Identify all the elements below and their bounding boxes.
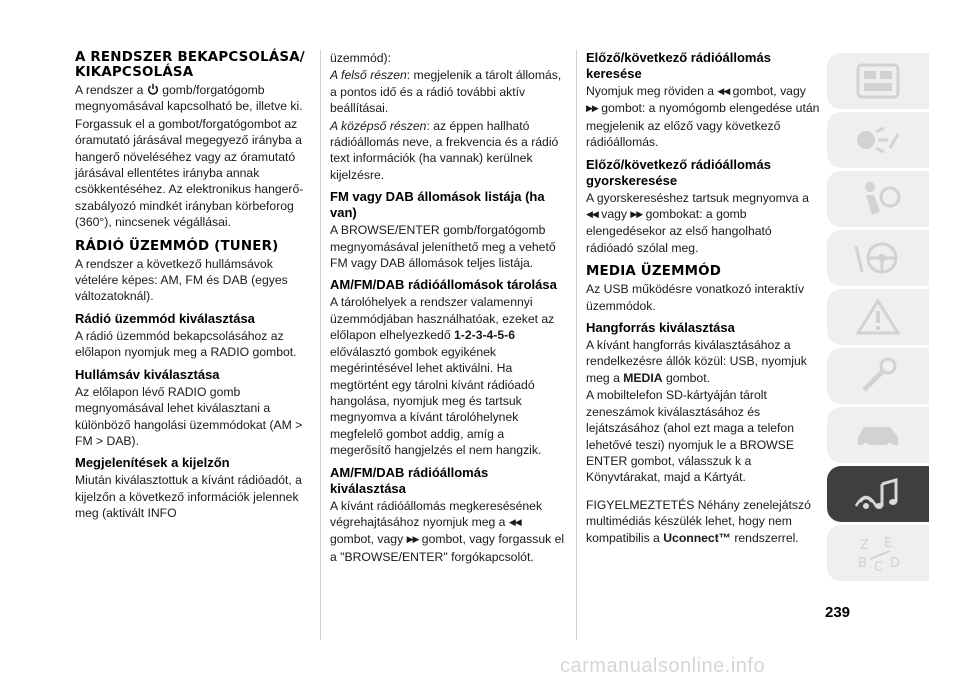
warning-text-d: rendszerrel. bbox=[734, 530, 799, 545]
paragraph-store bbox=[330, 294, 565, 458]
uconnect-label: Uconnect™ bbox=[663, 530, 731, 545]
page-number: 239 bbox=[825, 604, 851, 621]
paragraph-source bbox=[586, 337, 821, 386]
fast-text-c: gombokat: a gomb elengedésekor az első hangolható rádióadó szólal meg. bbox=[586, 207, 772, 255]
search-text-a: Nyomjuk meg röviden a bbox=[586, 84, 715, 98]
heading-station-select: AM/FM/DAB rádióállomás kiválasztása bbox=[330, 464, 489, 496]
tab-vehicle[interactable] bbox=[827, 112, 929, 168]
paragraph-band-select: Az előlapon lévő RADIO gomb megnyomásával lehet kiválasztani a különböző hangolási üzemmódokat (AM > FM > DAB). bbox=[75, 384, 303, 448]
index-icon bbox=[850, 531, 906, 575]
next-icon: ▶▶ bbox=[406, 534, 419, 545]
warning-label: FIGYELMEZTETÉS bbox=[586, 497, 695, 512]
paragraph-middle bbox=[330, 118, 565, 184]
column-3 bbox=[586, 50, 821, 547]
paragraph-search bbox=[586, 83, 821, 151]
heading-station-list: FM vagy DAB állomások listája (ha van) bbox=[330, 189, 545, 221]
paragraph-station-list: A BROWSE/ENTER gomb/forgatógomb megnyomásával jeleníthető meg a vehető FM vagy DAB állomások teljes listája. bbox=[330, 223, 556, 271]
car-lift-icon bbox=[850, 413, 906, 457]
power-icon bbox=[147, 83, 159, 95]
tab-safety[interactable] bbox=[827, 171, 929, 227]
tab-starting[interactable] bbox=[827, 230, 929, 286]
svg-text:Z: Z bbox=[860, 538, 869, 553]
heading-store: AM/FM/DAB rádióállomások tárolása bbox=[330, 277, 557, 293]
tab-maintenance[interactable] bbox=[827, 407, 929, 463]
svg-text:C: C bbox=[874, 560, 884, 575]
paragraph-sd-card: A mobiltelefon SD-kártyáján tárolt zeneszámok kiválasztásához és lejátszásához (ahol ezt maga a telefon lehetővé teszi) nyomjuk le a BROWSE ENTER gombot, válasszuk k a Könyvtárakat, majd a Kártyát. bbox=[586, 388, 794, 485]
fast-text-a: A gyorskereséshez tartsuk megnyomva a bbox=[586, 190, 809, 205]
heading-radio-select: Rádió üzemmód kiválasztása bbox=[75, 310, 255, 326]
warning-text-b: Néhány zenelejátszó multimédiás készülék lehet, hogy nem kompatibilis a bbox=[586, 497, 811, 545]
media-button-label: MEDIA bbox=[623, 370, 663, 385]
paragraph-fast-search bbox=[586, 190, 821, 257]
paragraph-mode-cont: üzemmód): bbox=[330, 51, 391, 65]
upper-text: : megjelenik a tárolt állomás, a pontos idő és a rádió további aktív beállításai. bbox=[330, 68, 562, 116]
svg-text:E: E bbox=[884, 536, 893, 551]
next-icon: ▶▶ bbox=[586, 103, 598, 114]
preset-numbers: 1-2-3-4-5-6 bbox=[454, 328, 515, 343]
upper-label: A felső részen bbox=[330, 68, 407, 83]
search-text-b: gombot, vagy bbox=[732, 84, 806, 98]
middle-label: A középső részen bbox=[330, 118, 427, 133]
select-text-b: gombot, vagy bbox=[330, 532, 404, 547]
svg-text:D: D bbox=[890, 556, 901, 571]
paragraph-power bbox=[75, 82, 315, 115]
paragraph-station-select bbox=[330, 498, 565, 566]
chapter-tabs bbox=[827, 53, 933, 584]
tab-warnings[interactable] bbox=[827, 289, 929, 345]
column-1 bbox=[75, 50, 315, 523]
heading-media-mode: MEDIA ÜZEMMÓD bbox=[586, 264, 722, 280]
paragraph-media: Az USB működésre vonatkozó interaktív üzemmódok. bbox=[586, 282, 805, 313]
search-text-c: gombot: a nyomógomb elengedése után megjelenik az előző vagy következő rádióállomás. bbox=[586, 101, 820, 150]
select-text-c: gombot, vagy forgassuk el a "BROWSE/ENTER" forgókapcsolót. bbox=[330, 532, 565, 564]
paragraph-volume: Forgassuk el a gombot/forgatógombot az óramutató járásával megegyező irányba a hangerő növeléséhez vagy az óramutató járásával ellentétes irányba annak csökkentéséhez. Az elektronikus hangerő-szabályozó mindkét irányban körbeforog (360°), nincsenek végállásai. bbox=[75, 116, 304, 230]
heading-fast-search: Előző/következő rádióállomás gyorskeresése bbox=[586, 156, 771, 188]
source-text-c: gombot. bbox=[665, 370, 710, 385]
tab-index[interactable] bbox=[827, 525, 929, 581]
paragraph-display: Miután kiválasztottuk a kívánt rádióadót, a kijelzőn a következő információk jelennek meg (aktivált INFO bbox=[75, 473, 302, 521]
column-divider-1 bbox=[320, 50, 321, 640]
power-text-a: A rendszer a bbox=[75, 83, 144, 97]
wrench-icon bbox=[850, 354, 906, 398]
paragraph-upper bbox=[330, 67, 565, 116]
multimedia-icon bbox=[850, 472, 906, 516]
paragraph-warning bbox=[586, 497, 821, 546]
store-text-a: A tárolóhelyek a rendszer valamennyi üzemmódjában használhatóak, ezeket az előlapon elhelyezkedő bbox=[330, 295, 555, 343]
heading-search: Előző/következő rádióállomás keresése bbox=[586, 50, 771, 81]
middle-text: : az éppen hallható rádióállomás neve, a frekvencia és a rádió text információk (ha vannak) kerülnek kijelzésre. bbox=[330, 118, 559, 182]
select-text-a: A kívánt rádióállomás megkeresésének végrehajtásához nyomjuk meg a bbox=[330, 498, 543, 529]
steering-wheel-icon bbox=[850, 236, 906, 280]
paragraph-radio-select: A rádió üzemmód bekapcsolásához az előlapon nyomjuk meg a RADIO gombot. bbox=[75, 328, 297, 360]
power-text-b: gomb/forgatógomb megnyomásával kapcsolható be, illetve ki. bbox=[75, 83, 303, 114]
tab-multimedia[interactable] bbox=[827, 466, 929, 522]
heading-band-select: Hullámsáv kiválasztása bbox=[75, 366, 220, 382]
prev-icon: ◀◀ bbox=[717, 86, 730, 96]
next-icon: ▶▶ bbox=[630, 209, 643, 220]
svg-text:B: B bbox=[858, 556, 867, 571]
prev-icon: ◀◀ bbox=[508, 516, 521, 527]
heading-radio-mode: RÁDIÓ ÜZEMMÓD (TUNER) bbox=[75, 238, 279, 254]
fast-text-b: vagy bbox=[601, 207, 627, 222]
store-text-c: előválasztó gombok egyikének megérintésével lehet aktiválni. Ha megtörtént egy tárolni kívánt rádióadó hangolása, nyomjuk meg és tartsuk megnyomva a kívánt tárolóhelynek megfelelő gombot addig, amíg a megerősítő hangjelzés el nem hangzik. bbox=[330, 344, 542, 458]
car-light-icon bbox=[850, 118, 906, 162]
watermark: carmanualsonline.info bbox=[560, 655, 766, 677]
tab-dashboard[interactable] bbox=[827, 53, 929, 109]
prev-icon: ◀◀ bbox=[586, 209, 598, 220]
dashboard-icon bbox=[850, 59, 906, 103]
heading-system-onoff: A RENDSZER BEKAPCSOLÁSA/ KIKAPCSOLÁSA bbox=[75, 50, 305, 80]
source-text-a: A kívánt hangforrás kiválasztásához a rendelkezésre állók közül: USB, nyomjuk meg a bbox=[586, 338, 807, 385]
column-2 bbox=[330, 50, 565, 566]
column-divider-2 bbox=[576, 50, 577, 640]
tab-emergency[interactable] bbox=[827, 348, 929, 404]
heading-display: Megjelenítések a kijelzőn bbox=[75, 455, 230, 471]
heading-source: Hangforrás kiválasztása bbox=[586, 320, 735, 336]
airbag-icon bbox=[850, 177, 906, 221]
paragraph-bands: A rendszer a következő hullámsávok vételére képes: AM, FM és DAB (egyes változatoknál). bbox=[75, 256, 288, 304]
warning-triangle-icon bbox=[850, 295, 906, 339]
